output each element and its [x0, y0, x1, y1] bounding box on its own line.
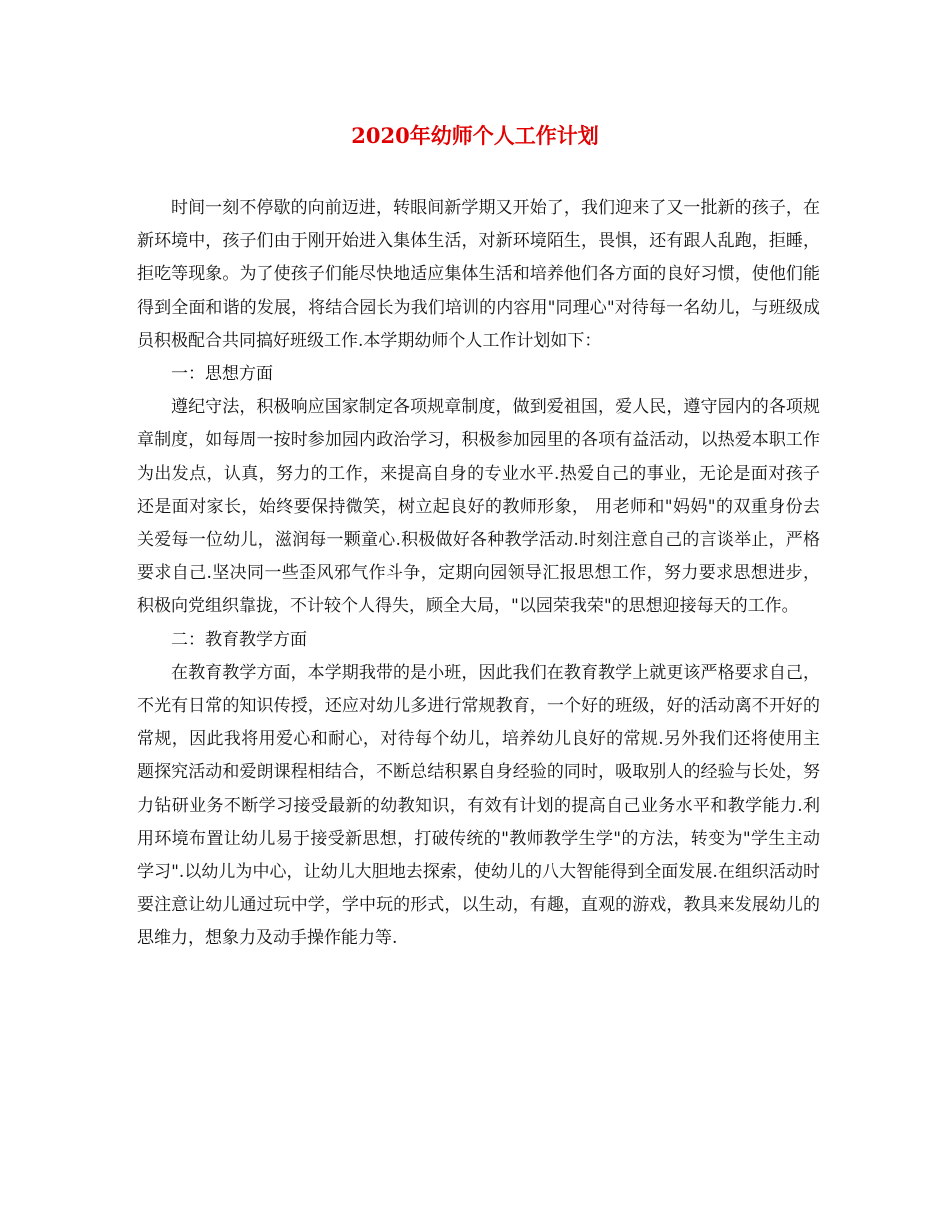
- document-body: [137, 192, 820, 956]
- document-title: 2020年幼师个人工作计划: [351, 123, 599, 148]
- section-body-teaching: 在教育教学方面，本学期我带的是小班，因此我们在教育教学上就更该严格要求自己，不光有日常的知识传授，还应对幼儿多进行常规教育，一个好的班级，好的活动离不开好的常规，因此我将用爱心和耐心，对待每个幼儿，培养幼儿良好的常规.另外我们还将使用主题探究活动和爱朗课程相结合，不断总结积累自身经验的同时，吸取别人的经验与长处，努力钻研业务不断学习接受最新的幼教知识，有效有计划的提高自己业务水平和教学能力.利用环境布置让幼儿易于接受新思想，打破传统的"教师教学生学"的方法，转变为"学生主动学习".以幼儿为中心，让幼儿大胆地去探索，使幼儿的八大智能得到全面发展.在组织活动时要注意让幼儿通过玩中学，学中玩的形式，以生动，有趣，直观的游戏，教具来发展幼儿的思维力，想象力及动手操作能力等.: [137, 662, 820, 949]
- section-body-thought: 遵纪守法，积极响应国家制定各项规章制度，做到爱祖国，爱人民，遵守园内的各项规章制度，如每周一按时参加园内政治学习，积极参加园里的各项有益活动，以热爱本职工作为出发点，认真，努力的工作，来提高自身的专业水平.热爱自己的事业，无论是面对孩子还是面对家长，始终要保持微笑，树立起良好的教师形象， 用老师和"妈妈"的双重身份去关爱每一位幼儿，滋润每一颗童心.积极做好各种教学活动.时刻注意自己的言谈举止，严格要求自己.坚决同一些歪风邪气作斗争，定期向园领导汇报思想工作，努力要求思想进步，积极向党组织靠拢，不计较个人得失，顾全大局，"以园荣我荣"的思想迎接每天的工作。: [137, 397, 820, 617]
- section-heading-thought: 一：思想方面: [171, 364, 273, 385]
- intro-paragraph: 时间一刻不停歇的向前迈进，转眼间新学期又开始了，我们迎来了又一批新的孩子，在新环境中，孩子们由于刚开始进入集体生活，对新环境陌生，畏惧，还有跟人乱跑，拒睡，拒吃等现象。为了使孩子们能尽快地适应集体生活和培养他们各方面的良好习惯，使他们能得到全面和谐的发展，将结合园长为我们培训的内容用"同理心"对待每一名幼儿，与班级成员积极配合共同搞好班级工作.本学期幼师个人工作计划如下：: [137, 198, 820, 351]
- section-heading-teaching: 二：教育教学方面: [171, 629, 307, 650]
